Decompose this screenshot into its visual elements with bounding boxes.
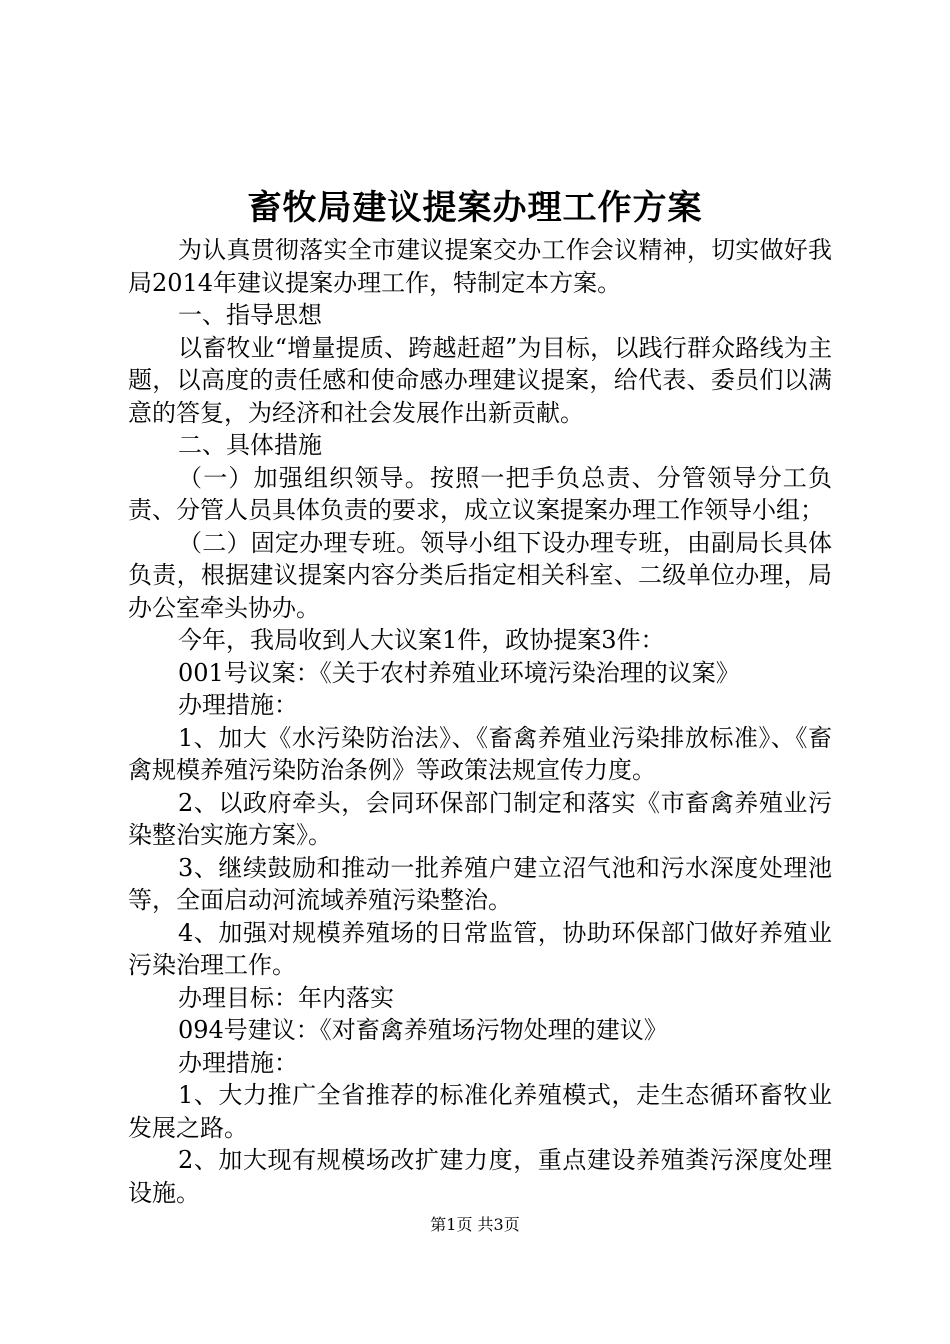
measure-item: 1、大力推广全省推荐的标准化养殖模式，走生态循环畜牧业发展之路。 (128, 1081, 832, 1142)
target-label: 办理目标：年内落实 (178, 983, 394, 1012)
paragraph: 今年，我局收到人大议案1件，政协提案3件： (178, 626, 665, 654)
proposal-heading: 001号议案：《关于农村养殖业环境污染治理的议案》 (178, 658, 740, 687)
paragraph: （二）固定办理专班。领导小组下设办理专班，由副局长具体负责，根据建议提案内容分类后指定相关科室、二级单位办理，局办公室牵头协办。 (128, 528, 832, 622)
measure-item: 2、以政府牵头，会同环保部门制定和落实《市畜禽养殖业污染整治实施方案》。 (128, 788, 832, 849)
measure-item: 2、加大现有规模场改扩建力度，重点建设养殖粪污深度处理设施。 (128, 1146, 832, 1207)
measures-label: 办理措施： (178, 1048, 298, 1077)
document-body (128, 234, 832, 1209)
page-footer: 第1页 共3页 (430, 1215, 520, 1234)
section-heading: 一、指导思想 (178, 301, 322, 329)
measure-item: 1、加大《水污染防治法》、《畜禽养殖业污染排放标准》、《畜禽规模养殖污染防治条例》等政策法规宣传力度。 (128, 723, 832, 784)
measure-item: 4、加强对规模养殖场的日常监管，协助环保部门做好养殖业污染治理工作。 (128, 918, 832, 979)
proposal-heading: 094号建议：《对畜禽养殖场污物处理的建议》 (178, 1016, 668, 1044)
paragraph: （一）加强组织领导。按照一把手负总责、分管领导分工负责、分管人员具体负责的要求，成立议案提案办理工作领导小组； (128, 463, 832, 524)
measures-label: 办理措施： (178, 691, 298, 719)
paragraph: 为认真贯彻落实全市建议提案交办工作会议精神，切实做好我局2014年建议提案办理工作，特制定本方案。 (128, 236, 832, 297)
document-title: 畜牧局建议提案办理工作方案 (247, 188, 703, 228)
measure-item: 3、继续鼓励和推动一批养殖户建立沼气池和污水深度处理池等，全面启动河流域养殖污染整治。 (128, 853, 832, 914)
paragraph: 以畜牧业“增量提质、跨越赶超”为目标，以践行群众路线为主题，以高度的责任感和使命感办理建议提案，给代表、委员们以满意的答复，为经济和社会发展作出新贡献。 (128, 333, 832, 427)
section-heading: 二、具体措施 (178, 431, 322, 459)
